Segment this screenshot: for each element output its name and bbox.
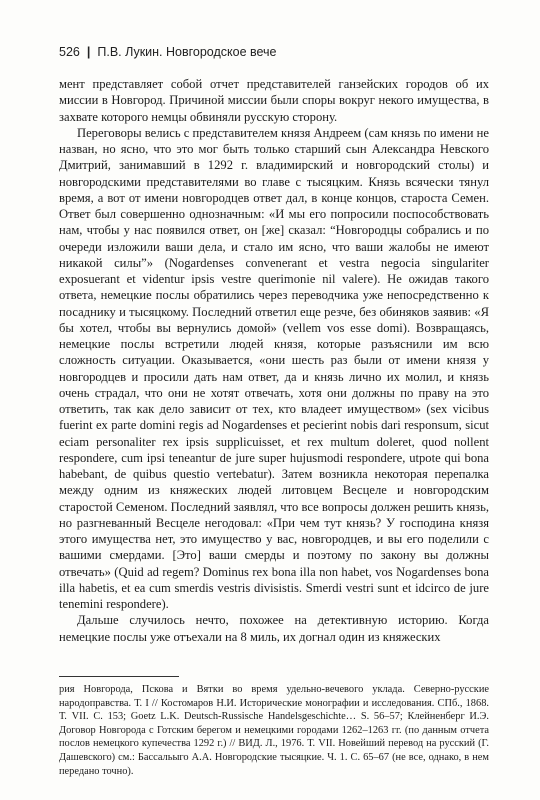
header-separator: | xyxy=(86,45,91,59)
running-header xyxy=(59,45,277,59)
footnote xyxy=(59,683,489,778)
paragraph-1: мент представляет собой отчет представителей ганзейских городов об их миссии в Новгород. Причиной миссии были споры вокруг некого имущества, в захвате которого немцы обвиняли русскую сторону. xyxy=(59,77,489,124)
page-number: 526 xyxy=(59,45,80,59)
paragraph-3: Дальше случилось нечто, похожее на детективную историю. Когда немецкие послы уже отъехали на 8 миль, их догнал один из княжеских xyxy=(59,613,489,644)
running-title: П.В. Лукин. Новгородское вече xyxy=(97,45,277,59)
paragraph-2: Переговоры велись с представителем князя Андреем (сам князь по имени не назван, но ясно, что это мог быть только старший сын Александра Невского Дмитрий, занимавший в 1292 г. владимирский и новгородский столы) и новгородскими представителями во главе с тысяцким. Князь всячески тянул время, а вот от имени новгородцев ответ дал, в конце концов, староста Семен. Ответ был совершенно однозначным: «И мы его попросили поспособствовать нам, чтобы у нас появился ответ, он [же] сказал: “Новгородцы собрались и по очереди изложили ваши дела, и стало им ясно, что ваши жалобы не имеют никакой силы”» (Nogardenses convenerant et vestra negocia singulariter exposuerant et videntur ipsis vestre querimonie nil valere). Не ожидав такого ответа, немецкие послы обратились через переводчика уже непосредственно к посаднику и тысяцкому. Последний ответил еще резче, без обиняков заявив: «Я бы хотел, чтобы вы вернулись домой» (vellem vos esse domi). Возвращаясь, немецкие послы встретили людей князя, которые разъяснили им всю сложность ситуации. Оказывается, «они шесть раз были от имени князя у новгородцев и просили дать нам ответ, да и князь лично их молил, и князь очень страдал, что они не хотят отвечать, хотя они должны по праву на это ответить, так как дело зависит от тех, кто владеет имуществом» (sex vicibus fuerint ex parte domini regis ad Nogardenses et pecierint nobis dari responsum, sicut eciam personaliter rex ipsis supplicuisset, et rex multum doleret, quod nollent respondere, cum ipsi teneantur de jure super hujusmodi respondere, utpote qui bona habebant, de quibus questio vertebatur). Затем возникла некоторая перепалка между одним из княжеских людей литовцем Весцеле и новгородским старостой Семеном. Последний заявлял, что все вопросы должен решить князь, но разгневанный Весцеле негодовал: «При чем тут князь? У господина князя этого имущества нет, это имущество у вас, новгородцев, и вы его поделили с вашими смердами. [Это] ваши смерды и поэтому по закону вы должны отвечать» (Quid ad regem? Dominus rex bona illa non habet, vos Nogardenses bona illa habetis, et ea cum smerdis vestris divisistis. Smerdi vestri sunt et idcirco de jure tenemini respondere). xyxy=(59,125,489,611)
footnote-text: рия Новгорода, Пскова и Вятки во время удельно-вечевого уклада. Северно-русские народоправства. Т. I // Костомаров Н.И. Исторические монографии и исследования. СПб., 1868. Т. VII. С. 153; Goetz L.K. Deutsch-Russische Handelsgeschichte… S. 56–57; Клейненберг И.Э. Договор Новгорода с Готским берегом и немецкими городами 1262–1263 гг. (по данным отчета послов немецкого купечества 1292 г.) // ВИД. Л., 1976. Т. VII. Новейший перевод на русский (Г. Дашевского) см.: Бассальыго А.А. Новгородские тысяцкие. Ч. 1. С. 65–67 (не все, однако, в нем передано точно). xyxy=(59,684,489,777)
footnote-rule xyxy=(59,676,179,677)
main-text xyxy=(59,76,489,645)
